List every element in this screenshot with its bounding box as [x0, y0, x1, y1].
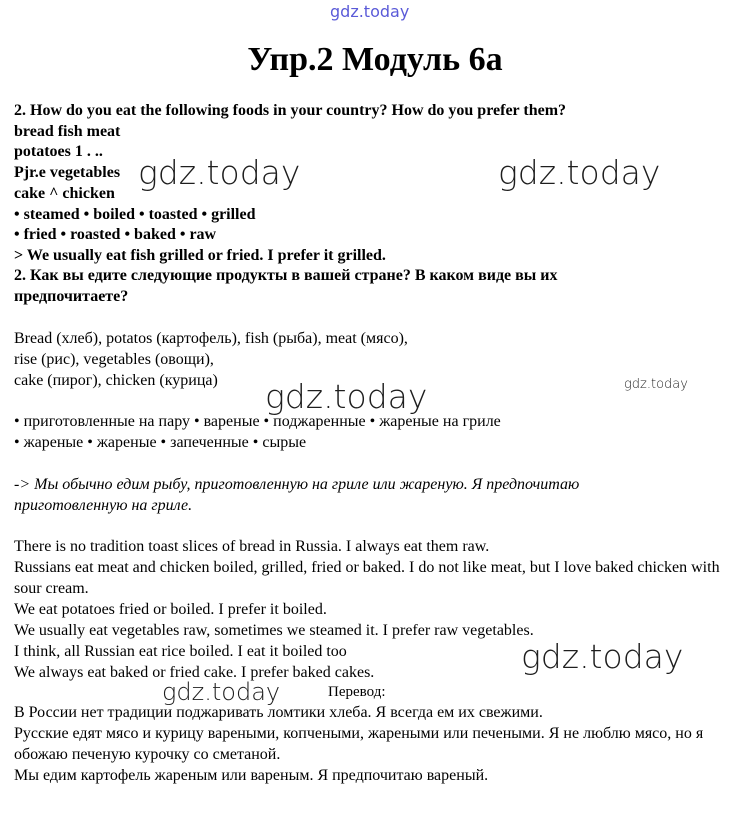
- question-line: 2. How do you eat the following foods in your country? How do you prefer them?: [14, 102, 567, 119]
- methods-line: • жареные • жареные • запеченные • сырые: [14, 434, 307, 451]
- methods-list: [14, 411, 736, 453]
- answer-ru-line: Русские едят мясо и курицу вареными, копчеными, жареными или печеными. Я не люблю мясо, но я обожаю печеную курочку со сметаной.: [14, 725, 704, 763]
- translation-label: Перевод:: [328, 684, 386, 700]
- question-line: cake ^ chicken: [14, 184, 115, 202]
- answers-en: [14, 536, 739, 683]
- watermark: gdz.today: [498, 153, 661, 192]
- page-title: Упр.2 Модуль 6а: [247, 41, 503, 78]
- answer-line: There is no tradition toast slices of bread in Russia. I always eat them raw.: [14, 538, 490, 555]
- methods-line: • приготовленные на пару • вареные • поджаренные • жареные на гриле: [14, 413, 501, 430]
- watermark: gdz.today: [624, 377, 688, 392]
- answer-line: I think, all Russian eat rice boiled. I eat it boiled too: [14, 643, 347, 660]
- answer-line: Russians eat meat and chicken boiled, grilled, fried or baked. I do not like meat, but I love baked chicken with sour cream.: [14, 559, 720, 597]
- foods-line: cake (пирог), chicken (курица): [14, 372, 218, 389]
- answer-line: We eat potatoes fried or boiled. I prefer it boiled.: [14, 601, 327, 618]
- watermark: gdz.today: [162, 678, 281, 706]
- example-ru: [14, 474, 664, 516]
- foods-line: rise (рис), vegetables (овощи),: [14, 351, 214, 368]
- answer-ru-line: В России нет традиции поджаривать ломтики хлеба. Я всегда ем их свежими.: [14, 704, 543, 721]
- question-line: bread fish meat: [14, 122, 121, 140]
- watermark-top: gdz.today: [330, 2, 410, 21]
- answers-ru: [14, 702, 736, 786]
- watermark: gdz.today: [265, 377, 428, 416]
- question-line: • steamed • boiled • toasted • grilled: [14, 205, 256, 223]
- watermark: gdz.today: [138, 153, 301, 192]
- answer-line: We usually eat vegetables raw, sometimes we steamed it. I prefer raw vegetables.: [14, 622, 534, 639]
- foods-list: [14, 328, 736, 391]
- question-en: [14, 101, 736, 267]
- question-ru: [14, 266, 654, 307]
- answer-ru-line: Мы едим картофель жареным или вареным. Я предпочитаю вареный.: [14, 767, 489, 784]
- foods-line: Bread (хлеб), potatos (картофель), fish (рыба), meat (мясо),: [14, 330, 408, 347]
- answer-line: We always eat baked or fried cake. I prefer baked cakes.: [14, 664, 375, 681]
- question-line: > We usually eat fish grilled or fried. I prefer it grilled.: [14, 246, 386, 264]
- question-ru-text: 2. Как вы едите следующие продукты в вашей стране? В каком виде вы их предпочитаете?: [14, 267, 558, 305]
- question-line: Pjr.e vegetables: [14, 164, 121, 182]
- example-text: -> Мы обычно едим рыбу, приготовленную на гриле или жареную. Я предпочитаю приготовленную на гриле.: [14, 476, 580, 514]
- watermark: gdz.today: [521, 637, 684, 676]
- question-line: potatoes 1 . ..: [14, 143, 103, 161]
- question-line: • fried • roasted • baked • raw: [14, 226, 217, 244]
